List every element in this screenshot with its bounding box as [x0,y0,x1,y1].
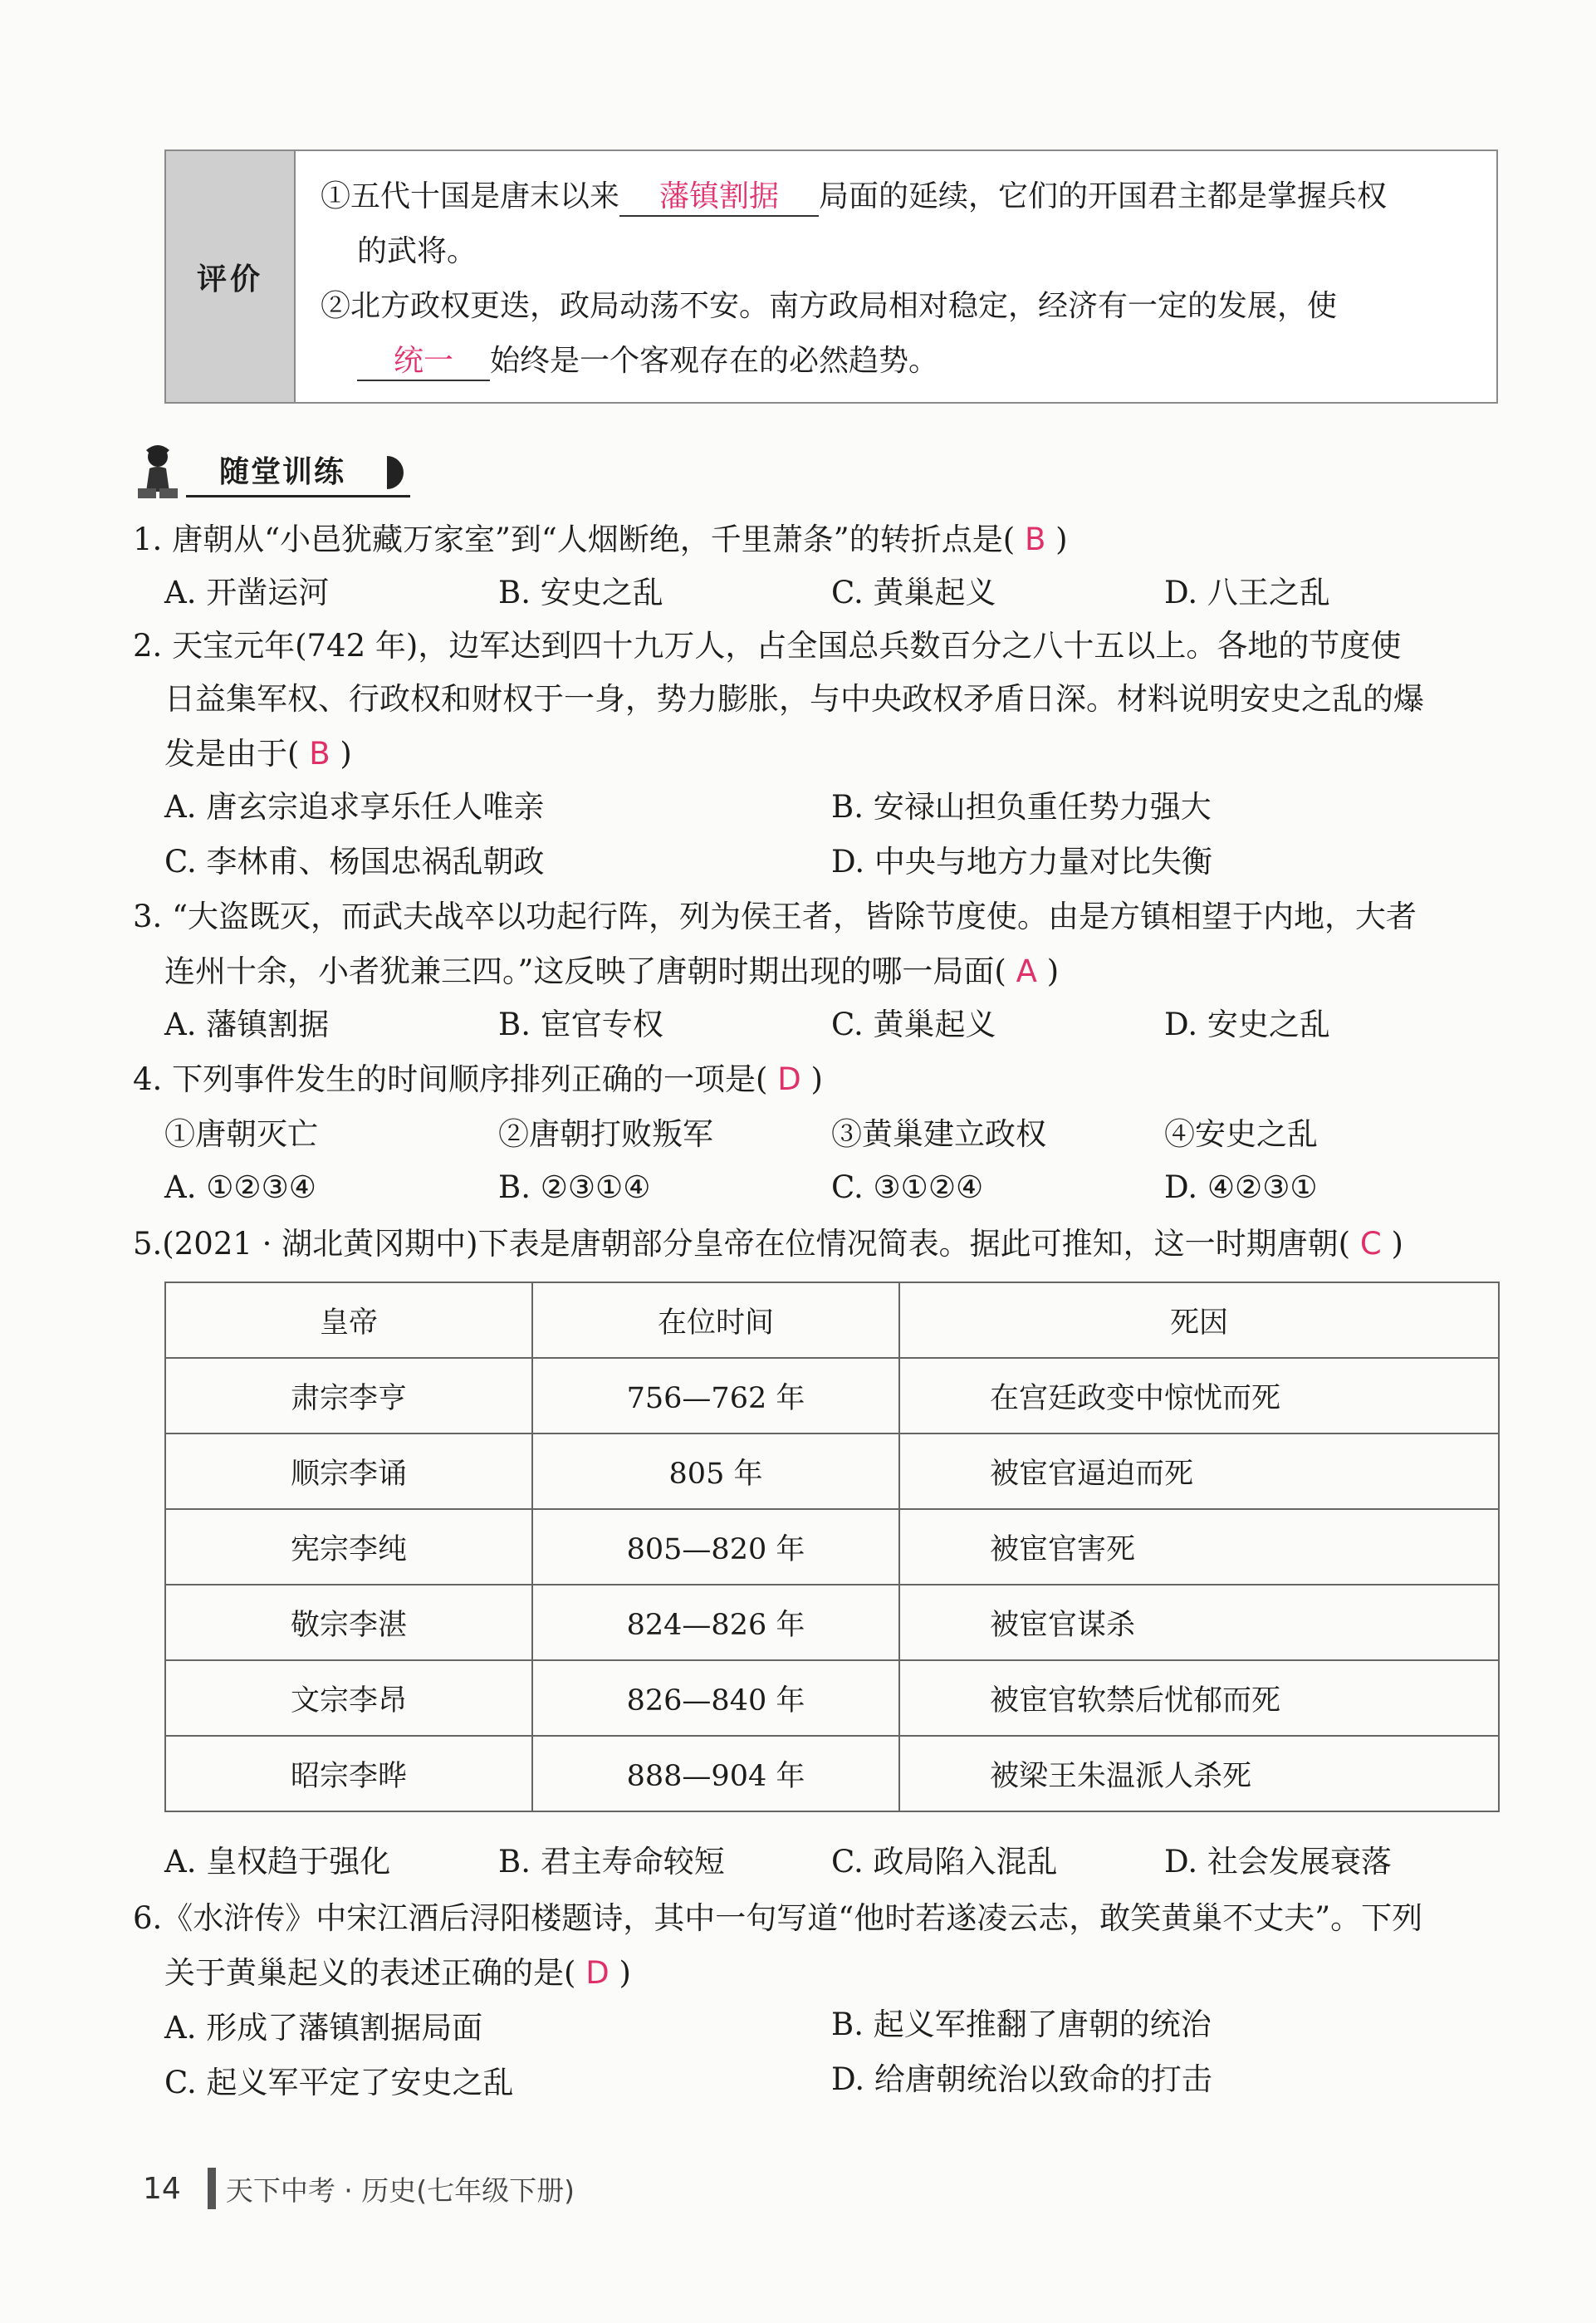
evaluation-line-1 [321,169,1475,224]
question-4-event-1: ①唐朝灭亡 [164,1116,318,1152]
question-1-answer: B [1024,522,1046,557]
footer-book-title: 天下中考 · 历史(七年级下册) [225,2174,575,2207]
question-1-text: 1. 唐朝从“小邑犹藏万家室”到“人烟断绝，千里萧条”的转折点是( [133,522,1016,557]
table-row [165,1660,1499,1736]
question-6-line-2 [164,1955,631,1992]
table-cell: 敬宗李湛 [165,1585,532,1660]
emperor-table [164,1282,1500,1812]
question-6-option-c: C. 起义军平定了安史之乱 [164,2065,514,2100]
evaluation-text: ①五代十国是唐末以来 [321,179,620,213]
table-row [165,1736,1499,1811]
evaluation-text: 始终是一个客观存在的必然趋势。 [490,344,939,378]
question-3-option-a: A. 藩镇割据 [164,1007,330,1042]
evaluation-answer-blank: 统一 [357,343,490,381]
evaluation-line-3: ②北方政权更迭，政局动荡不安。南方政局相对稳定，经济有一定的发展，使 [321,289,1338,323]
table-cell: 顺宗李诵 [165,1433,532,1509]
question-3-line-1: 3. “大盗既灭，而武夫战卒以功起行阵，列为侯王者，皆除节度使。由是方镇相望于内地，大者 [133,899,1417,934]
question-1-option-c: C. 黄巢起义 [831,575,996,610]
question-4-option-c: C. ③①②④ [831,1169,984,1205]
question-6-line-1: 6.《水浒传》中宋江酒后浔阳楼题诗，其中一句写道“他时若遂凌云志，敢笑黄巢不丈夫”。下列 [133,1900,1423,1936]
question-4-stem [133,1061,823,1098]
table-cell: 826—840 年 [532,1660,899,1736]
question-3-text-end: ) [1046,953,1060,989]
question-1-option-b: B. 安史之乱 [498,575,663,610]
table-cell: 824—826 年 [532,1585,899,1660]
question-5-option-d: D. 社会发展衰落 [1164,1844,1392,1879]
question-2-option-b: B. 安禄山担负重任势力强大 [831,789,1212,825]
table-header-cell: 死因 [899,1282,1499,1358]
question-2-option-c: C. 李林甫、杨国忠祸乱朝政 [164,844,545,880]
question-3-text: 连州十余，小者犹兼三四。”这反映了唐朝时期出现的哪一局面( [164,953,1006,989]
section-title: 随堂训练 [219,455,346,489]
evaluation-label: 评价 [166,151,296,402]
table-cell: 被宦官谋杀 [899,1585,1499,1660]
question-5-text: 5.(2021 · 湖北黄冈期中)下表是唐朝部分皇帝在位情况简表。据此可推知，这一时期唐朝( [133,1226,1351,1262]
question-1-text-end: ) [1055,522,1068,557]
question-3-answer: A [1016,953,1037,989]
question-4-option-b: B. ②③①④ [498,1169,651,1205]
evaluation-box [164,149,1498,404]
question-5-stem [133,1226,1403,1262]
table-header-cell: 在位时间 [532,1282,899,1358]
question-2-option-a: A. 唐玄宗追求享乐任人唯亲 [164,789,545,825]
evaluation-line-2: 的武将。 [357,234,477,268]
table-row [165,1433,1499,1509]
question-6-option-a: A. 形成了藩镇割据局面 [164,2010,483,2046]
table-cell: 宪宗李纯 [165,1509,532,1585]
question-4-text: 4. 下列事件发生的时间顺序排列正确的一项是( [133,1061,768,1097]
table-cell: 在宫廷政变中惊忧而死 [899,1358,1499,1433]
question-4-option-a: A. ①②③④ [164,1169,316,1205]
question-4-event-3: ③黄巢建立政权 [831,1116,1046,1152]
table-cell: 805 年 [532,1433,899,1509]
question-3-option-c: C. 黄巢起义 [831,1007,996,1042]
question-2-text-end: ) [340,736,352,772]
table-cell: 肃宗李亨 [165,1358,532,1433]
question-5-option-c: C. 政局陷入混乱 [831,1844,1058,1879]
evaluation-text: 局面的延续，它们的开国君主都是掌握兵权 [819,179,1388,213]
question-2-option-d: D. 中央与地方力量对比失衡 [831,844,1212,880]
question-5-option-b: B. 君主寿命较短 [498,1844,725,1879]
evaluation-answer-blank: 藩镇割据 [619,179,819,217]
question-6-text-end: ) [619,1955,631,1991]
question-4-event-2: ②唐朝打败叛军 [498,1116,713,1152]
table-cell: 被宦官软禁后忧郁而死 [899,1660,1499,1736]
half-circle-marker-icon [384,454,419,491]
question-3-line-2 [164,953,1059,990]
question-5-answer: C [1359,1226,1382,1262]
page-number: 14 [143,2171,181,2206]
footer-divider [208,2168,216,2209]
question-6-option-b: B. 起义军推翻了唐朝的统治 [831,2007,1212,2042]
question-5-text-end: ) [1391,1226,1403,1262]
question-2-line-2: 日益集军权、行政权和财权于一身，势力膨胀，与中央政权矛盾日深。材料说明安史之乱的爆 [164,681,1424,717]
question-6-text: 关于黄巢起义的表述正确的是( [164,1955,576,1991]
table-cell: 805—820 年 [532,1509,899,1585]
table-cell: 被宦官逼迫而死 [899,1433,1499,1509]
table-cell: 昭宗李晔 [165,1736,532,1811]
evaluation-line-4 [321,334,1475,389]
page-footer [143,2169,575,2208]
question-2-text: 发是由于( [164,736,300,772]
question-6-answer: D [585,1955,610,1991]
table-cell: 被宦官害死 [899,1509,1499,1585]
question-4-text-end: ) [810,1061,823,1097]
table-header-cell: 皇帝 [165,1282,532,1358]
question-4-event-4: ④安史之乱 [1164,1116,1318,1152]
table-row [165,1509,1499,1585]
table-cell: 756—762 年 [532,1358,899,1433]
question-4-answer: D [777,1061,801,1097]
question-1-option-a: A. 开凿运河 [164,575,330,610]
question-4-option-d: D. ④②③① [1164,1169,1318,1205]
question-1-option-d: D. 八王之乱 [1164,575,1330,610]
table-row [165,1358,1499,1433]
question-6-option-d: D. 给唐朝统治以致命的打击 [831,2061,1212,2097]
question-1-stem [133,522,1068,558]
table-header-row [165,1282,1499,1358]
question-2-answer: B [309,736,330,772]
table-cell: 被梁王朱温派人杀死 [899,1736,1499,1811]
question-2-line-3 [164,736,352,772]
evaluation-content [296,151,1496,402]
table-cell: 888—904 年 [532,1736,899,1811]
student-figure-icon [133,442,181,500]
question-3-option-d: D. 安史之乱 [1164,1007,1330,1042]
table-cell: 文宗李昂 [165,1660,532,1736]
question-3-option-b: B. 宦官专权 [498,1007,663,1042]
question-2-line-1: 2. 天宝元年(742 年)，边军达到四十九万人，占全国总兵数百分之八十五以上。各地的节度使 [133,628,1402,664]
table-row [165,1585,1499,1660]
question-5-option-a: A. 皇权趋于强化 [164,1844,391,1879]
